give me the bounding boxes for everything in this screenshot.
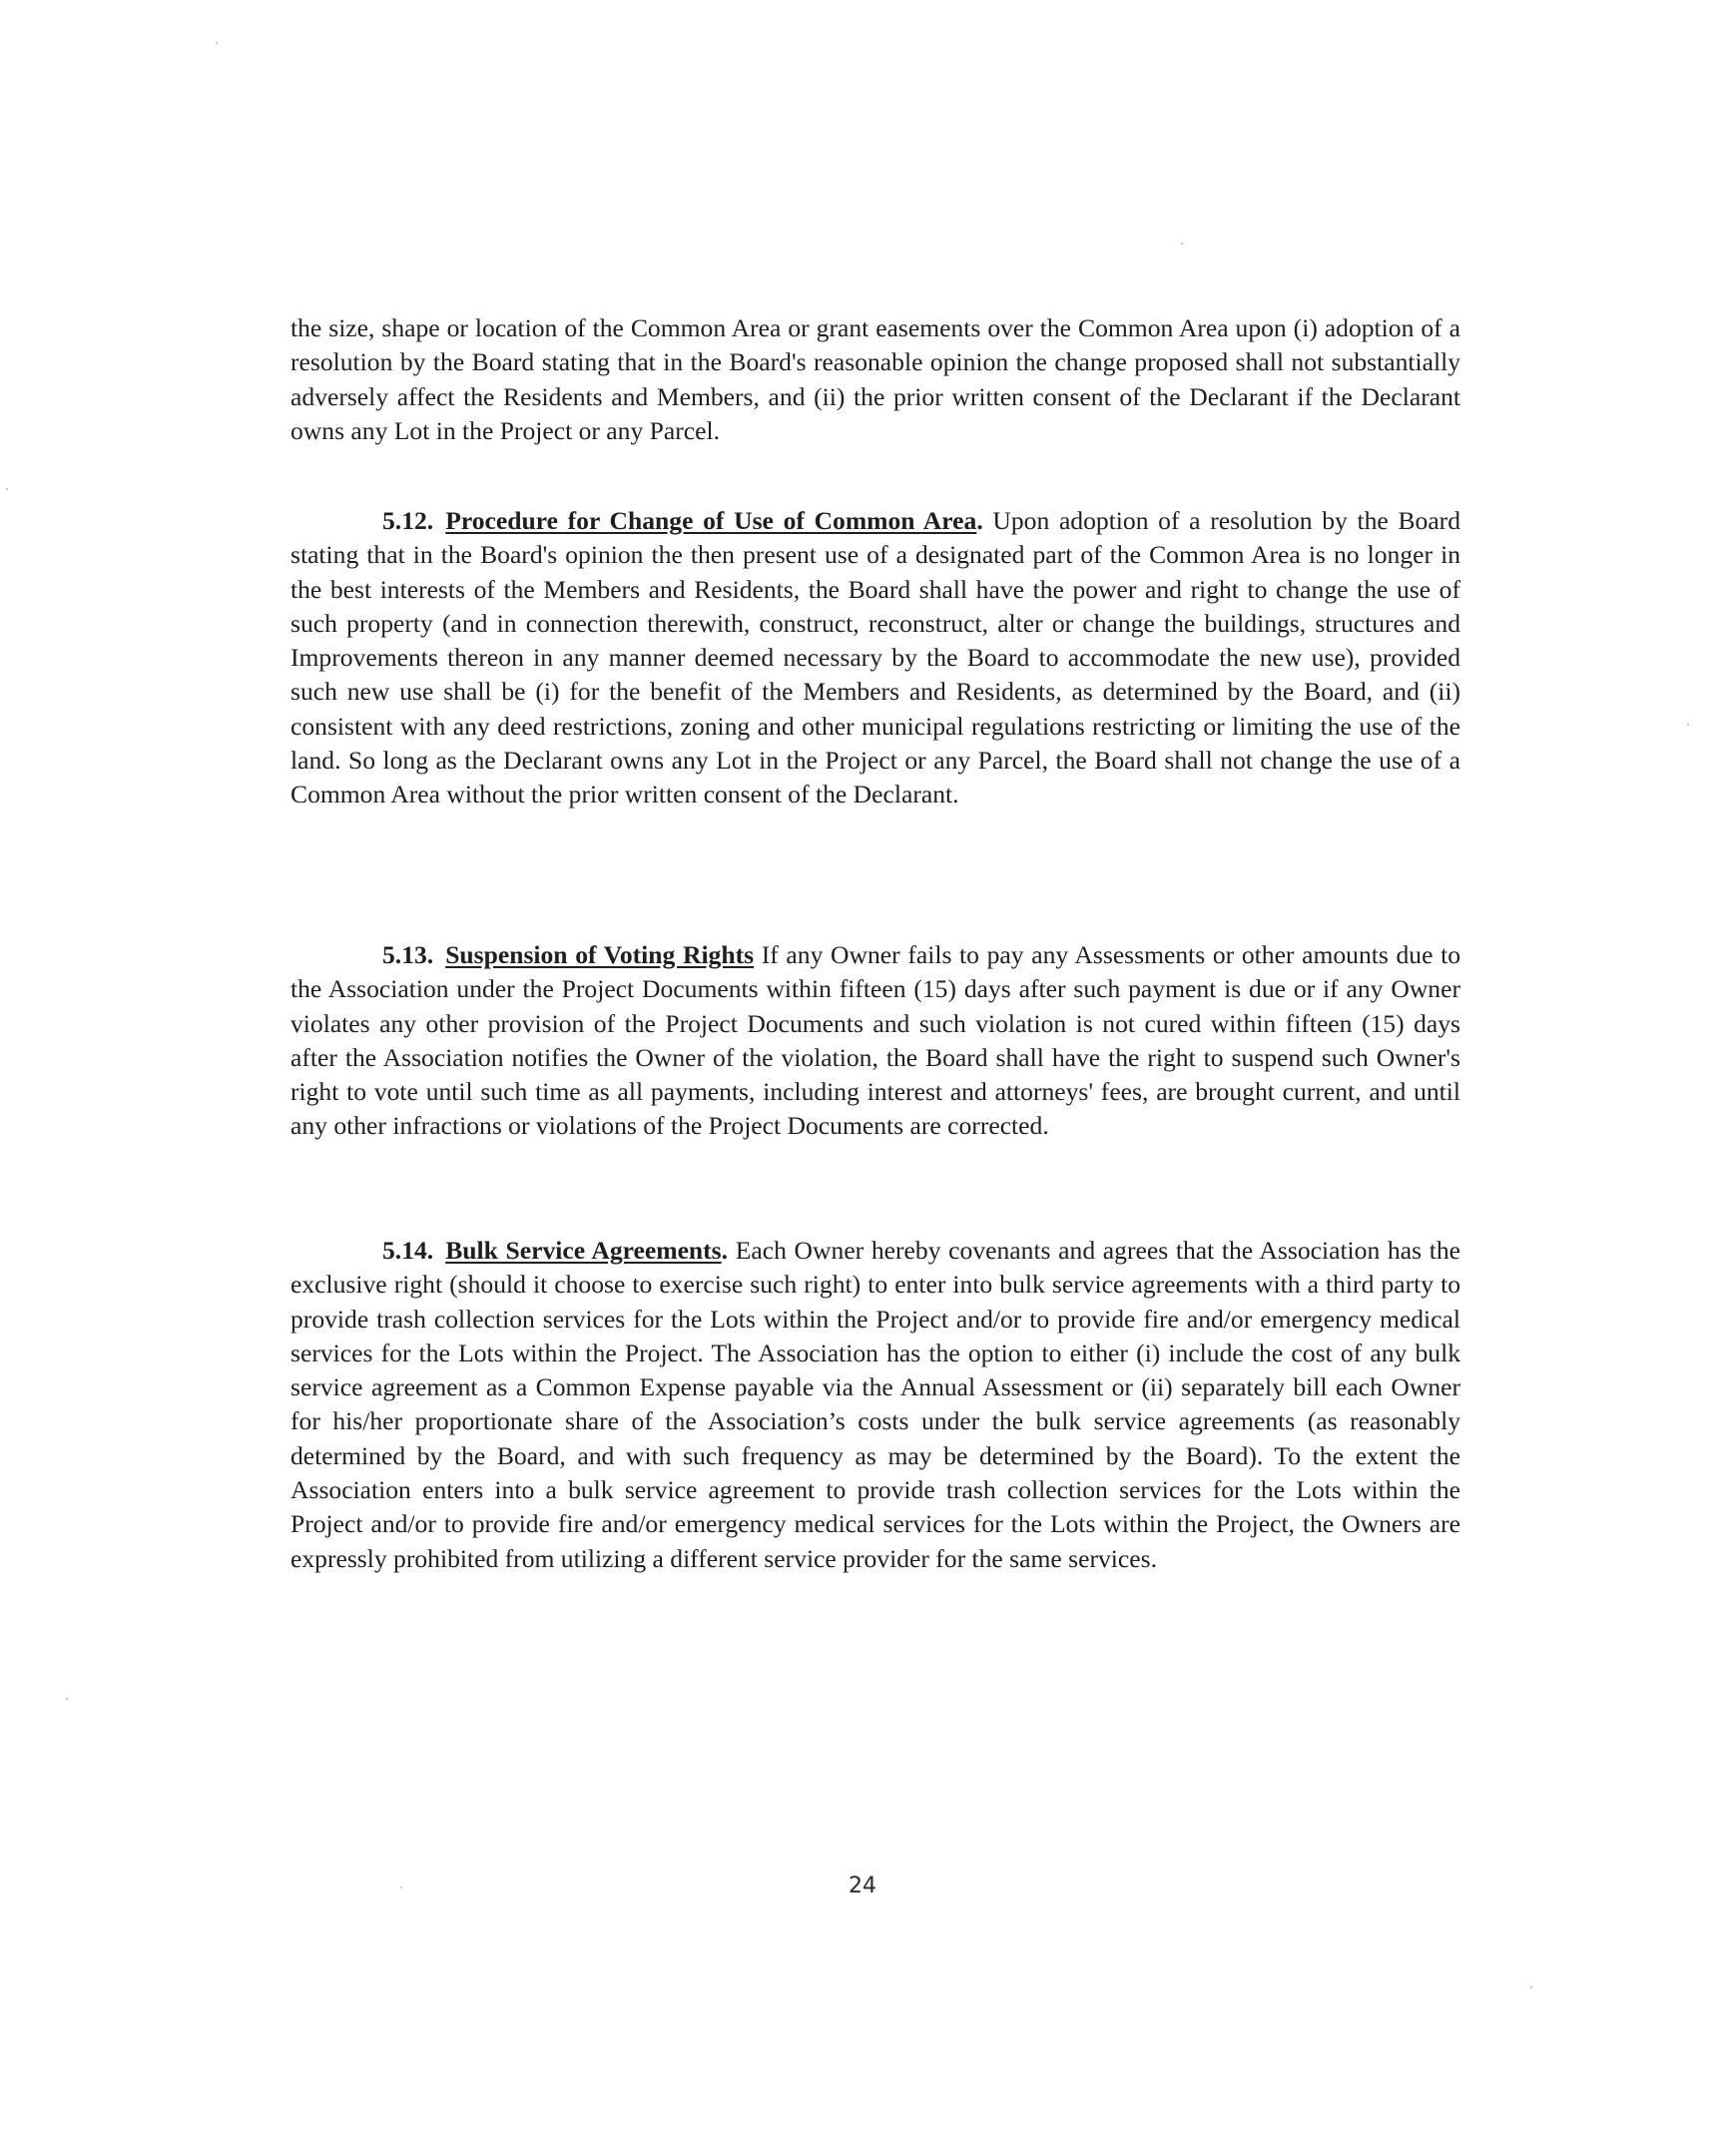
scan-speck	[216, 42, 218, 44]
section-number: 5.12.	[382, 506, 434, 535]
section-title: Suspension of Voting Rights	[445, 940, 755, 969]
scan-speck	[400, 1886, 402, 1888]
page-number: 24	[849, 1874, 876, 1898]
section-5-12	[290, 504, 1460, 812]
section-5-14	[290, 1234, 1460, 1576]
scan-speck	[6, 488, 8, 490]
scan-speck	[66, 1698, 68, 1700]
section-title-suffix: .	[721, 1236, 729, 1265]
section-body: If any Owner fails to pay any Assessments or other amounts due to the Association under the Project Documents within fifteen (15) days after such payment is due or if any Owner violates any other provision of the Project Documents and such violation is not cured within fifteen (15) days after the Association notifies the Owner of the violation, the Board shall have the right to suspend such Owner's right to vote until such time as all payments, including interest and attorneys' fees, are brought current, and until any other infractions or violations of the Project Documents are corrected.	[290, 940, 1460, 1141]
intro-paragraph: the size, shape or location of the Common Area or grant easements over the Common Area upon (i) adoption of a resolution by the Board stating that in the Board's reasonable opinion the change proposed shall not substantially adversely affect the Residents and Members, and (ii) the prior written consent of the Declarant if the Declarant owns any Lot in the Project or any Parcel.	[290, 313, 1460, 445]
section-title: Procedure for Change of Use of Common Area	[445, 506, 977, 535]
section-number: 5.13.	[382, 940, 434, 969]
section-title-suffix: .	[976, 506, 983, 535]
section-body: Each Owner hereby covenants and agrees that the Association has the exclusive right (should it choose to exercise such right) to enter into bulk service agreements with a third party to provide trash collection services for the Lots within the Project and/or to provide fire and/or emergency medical services for the Lots within the Project. The Association has the option to either (i) include the cost of any bulk service agreement as a Common Expense payable via the Annual Assessment or (ii) separately bill each Owner for his/her proportionate share of the Association’s costs under the bulk service agreements (as reasonably determined by the Board, and with such frequency as may be determined by the Board). To the extent the Association enters into a bulk service agreement to provide trash collection services for the Lots within the Project and/or to provide fire and/or emergency medical services for the Lots within the Project, the Owners are expressly prohibited from utilizing a different service provider for the same services.	[290, 1236, 1460, 1573]
scan-speck	[1530, 1986, 1532, 1988]
section-title: Bulk Service Agreements	[445, 1236, 722, 1265]
section-number: 5.14.	[382, 1236, 434, 1265]
scan-speck	[1687, 724, 1689, 726]
scan-speck	[1181, 243, 1183, 245]
section-body: Upon adoption of a resolution by the Board stating that in the Board's opinion the then present use of a designated part of the Common Area is no longer in the best interests of the Members and Residents, the Board shall have the power and right to change the use of such property (and in connection therewith, construct, reconstruct, alter or change the buildings, structures and Improvements thereon in any manner deemed necessary by the Board to accommodate the new use), provided such new use shall be (i) for the benefit of the Members and Residents, as determined by the Board, and (ii) consistent with any deed restrictions, zoning and other municipal regulations restricting or limiting the use of the land. So long as the Declarant owns any Lot in the Project or any Parcel, the Board shall not change the use of a Common Area without the prior written consent of the Declarant.	[290, 506, 1460, 809]
section-5-13	[290, 938, 1460, 1144]
